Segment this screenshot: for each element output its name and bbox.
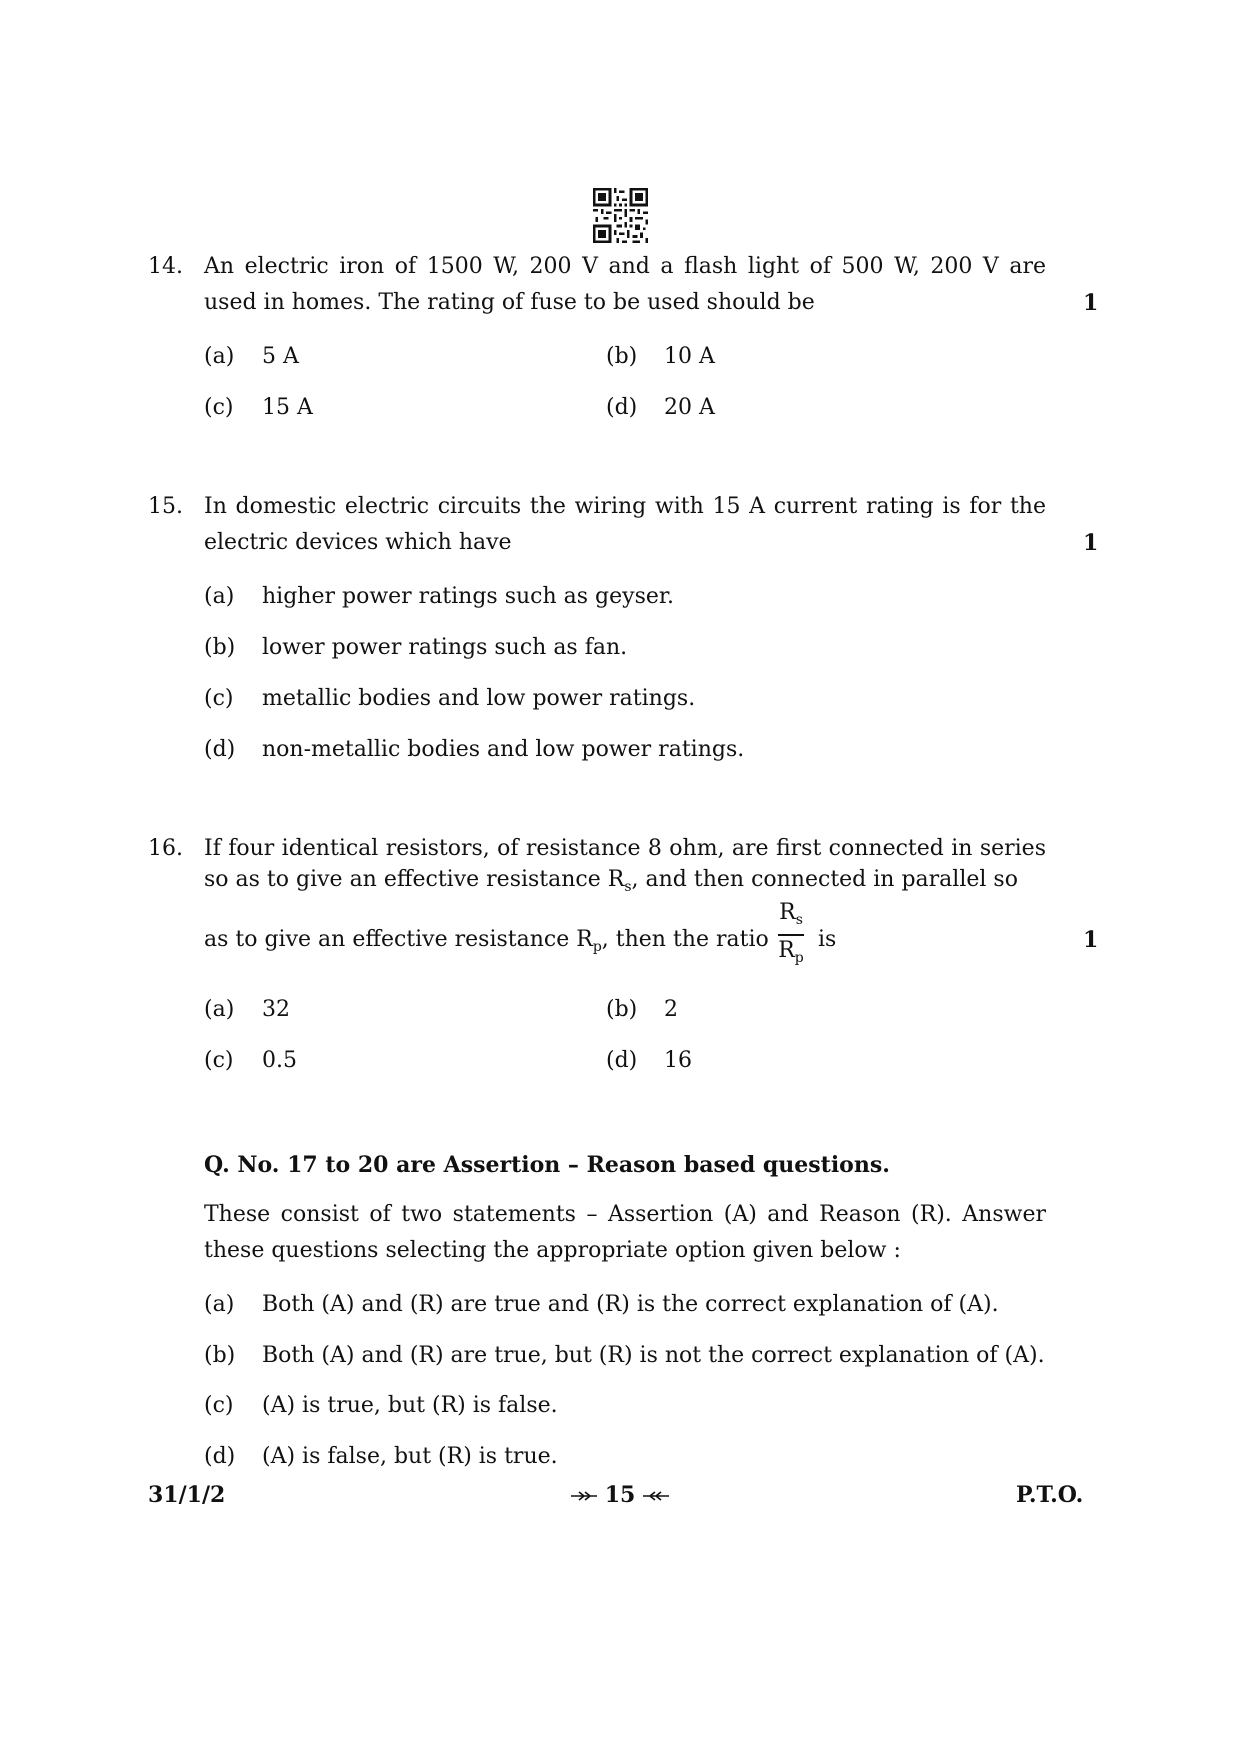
- option-letter: (d): [606, 395, 638, 420]
- paper-code: 31/1/2: [148, 1482, 226, 1508]
- question-text-line: [204, 865, 1046, 895]
- option-letter: (b): [204, 1343, 236, 1368]
- option-text: 32: [262, 997, 290, 1022]
- ratio-fraction: [776, 898, 806, 968]
- option-letter: (c): [204, 395, 234, 420]
- pto-label: P.T.O.: [1016, 1482, 1084, 1508]
- ornament-right-icon: [643, 1491, 669, 1501]
- question-text-line: An electric iron of 1500 W, 200 V and a flash light of 500 W, 200 V are: [204, 254, 1046, 279]
- option-text: non-metallic bodies and low power ratings.: [262, 737, 745, 762]
- question-text-line: In domestic electric circuits the wiring with 15 A current rating is for the: [204, 494, 1046, 519]
- marks: 1: [1083, 927, 1099, 953]
- section-heading: Q. No. 17 to 20 are Assertion – Reason based questions.: [204, 1152, 890, 1178]
- option-letter: (c): [204, 686, 234, 711]
- option-letter: (a): [204, 1292, 235, 1317]
- option-letter: (b): [606, 344, 638, 369]
- fraction-numerator: $R_s$: [779, 900, 803, 928]
- option-letter: (d): [606, 1048, 638, 1073]
- option-text: 5 A: [262, 344, 299, 369]
- option-text: 15 A: [262, 395, 313, 420]
- option-letter: (c): [204, 1048, 234, 1073]
- option-text: 16: [664, 1048, 692, 1073]
- option-text: Both (A) and (R) are true and (R) is the correct explanation of (A).: [262, 1292, 999, 1317]
- option-text: (A) is true, but (R) is false.: [262, 1393, 558, 1418]
- qr-code: [593, 188, 648, 243]
- marks: 1: [1083, 530, 1099, 556]
- question-text-line: If four identical resistors, of resistance 8 ohm, are first connected in series: [204, 836, 1046, 861]
- option-text: 2: [664, 997, 678, 1022]
- option-letter: (a): [204, 584, 235, 609]
- question-number: 14.: [148, 254, 183, 279]
- question-number: 16.: [148, 836, 183, 861]
- marks: 1: [1083, 290, 1099, 316]
- question-number: 15.: [148, 494, 183, 519]
- section-intro-line: These consist of two statements – Assertion (A) and Reason (R). Answer: [204, 1202, 1046, 1227]
- option-letter: (b): [204, 635, 236, 660]
- option-letter: (d): [204, 737, 236, 762]
- option-text: Both (A) and (R) are true, but (R) is not the correct explanation of (A).: [262, 1343, 1045, 1368]
- ornament-left-icon: [571, 1491, 597, 1501]
- option-letter: (d): [204, 1444, 236, 1469]
- fraction-denominator: $R_p$: [778, 938, 804, 966]
- option-letter: (b): [606, 997, 638, 1022]
- option-text: metallic bodies and low power ratings.: [262, 686, 696, 711]
- section-intro-line: these questions selecting the appropriate option given below :: [204, 1238, 901, 1263]
- option-letter: (a): [204, 997, 235, 1022]
- question-text-line: electric devices which have: [204, 530, 512, 555]
- option-text: higher power ratings such as geyser.: [262, 584, 674, 609]
- page-number: 15: [555, 1480, 685, 1510]
- option-text: 20 A: [664, 395, 715, 420]
- option-text: 0.5: [262, 1048, 297, 1073]
- question-text-line: as to give an effective resistance $R_p$, then the ratio: [204, 927, 769, 955]
- option-letter: (a): [204, 344, 235, 369]
- question-text-end: is: [818, 927, 837, 952]
- option-text: (A) is false, but (R) is true.: [262, 1444, 558, 1469]
- question-text-line: used in homes. The rating of fuse to be used should be: [204, 290, 815, 315]
- option-text: lower power ratings such as fan.: [262, 635, 628, 660]
- option-text: 10 A: [664, 344, 715, 369]
- line-segment: so as to give an effective resistance $R_s$, and then connected in parallel so: [204, 867, 1018, 895]
- option-letter: (c): [204, 1393, 234, 1418]
